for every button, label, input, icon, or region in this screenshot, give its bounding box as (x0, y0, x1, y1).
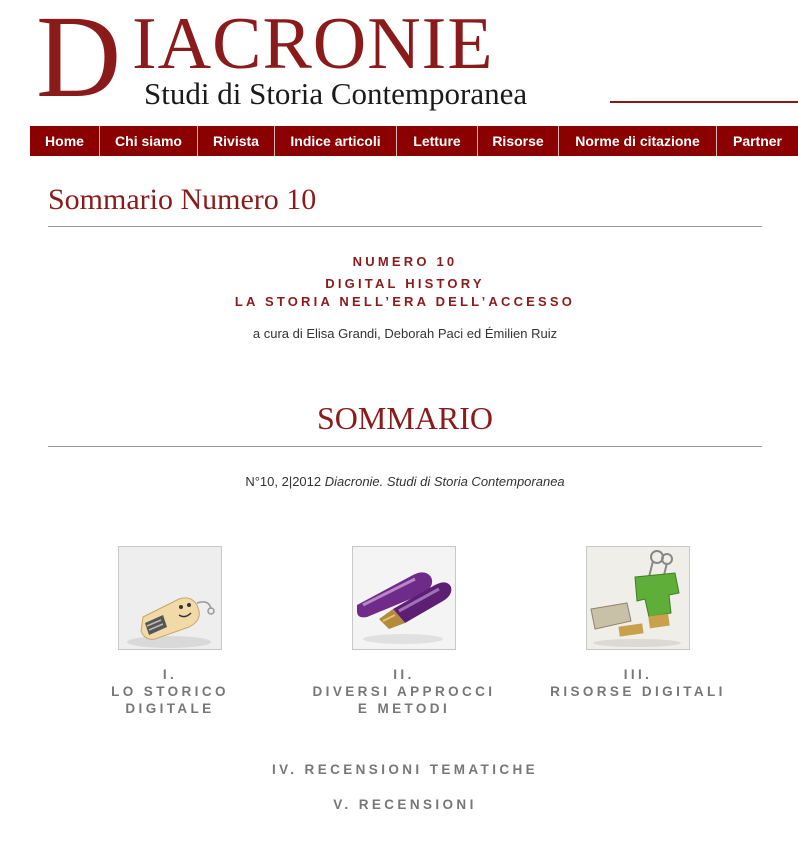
section-2-link[interactable] (296, 666, 512, 717)
section-2-title-line2: E METODI (357, 701, 451, 716)
issue-number: NUMERO 10 (352, 254, 458, 269)
nav-item-risorse[interactable]: Risorse (478, 126, 559, 156)
section-1-numeral: I. (162, 667, 178, 682)
issue-citation (0, 473, 798, 491)
title-divider (48, 226, 762, 227)
nav-item-indice-articoli[interactable]: Indice articoli (275, 126, 397, 156)
sommario-divider (48, 446, 762, 447)
nav-item-rivista[interactable]: Rivista (198, 126, 275, 156)
section-1-title-line1: LO STORICO (111, 684, 229, 699)
issue-editors: a cura di Elisa Grandi, Deborah Paci ed Émilien Ruiz (252, 326, 558, 341)
section-2-title-line1: DIVERSI APPROCCI (312, 684, 496, 699)
issue-theme-line2: LA STORIA NELL’ERA DELL’ACCESSO (234, 294, 576, 309)
nav-item-letture[interactable]: Letture (397, 126, 478, 156)
section-3-title-line1: RISORSE DIGITALI (550, 684, 726, 699)
section-2-thumbnail[interactable] (352, 546, 456, 650)
nav-item-home[interactable]: Home (30, 126, 100, 156)
section-1-link[interactable] (92, 666, 248, 717)
main-nav (30, 126, 798, 156)
section-4-link[interactable]: IV. RECENSIONI TEMATICHE (271, 762, 539, 777)
section-3-thumbnail[interactable] (586, 546, 690, 650)
logo-initial: D (36, 0, 122, 122)
usb-figure-icon (119, 547, 221, 649)
section-2-numeral: II. (393, 667, 415, 682)
logo-title: IACRONIE (132, 3, 494, 85)
section-1-title-line2: DIGITALE (125, 701, 215, 716)
section-3-numeral: III. (623, 667, 653, 682)
issue-theme-line1: DIGITAL HISTORY (325, 276, 485, 291)
page-title: Sommario Numero 10 (48, 183, 317, 216)
issue-citation-journal: Diacronie. Studi di Storia Contemporanea (324, 474, 565, 489)
section-5-link[interactable]: V. RECENSIONI (333, 797, 477, 812)
section-1-thumbnail[interactable] (118, 546, 222, 650)
pen-icon (353, 547, 455, 649)
nav-item-partner[interactable]: Partner (732, 133, 783, 149)
issue-citation-prefix: N°10, 2|2012 (245, 474, 325, 489)
logo-subtitle: Studi di Storia Contemporanea (144, 76, 528, 111)
section-3-link[interactable] (530, 666, 746, 700)
nav-item-norme-di-citazione[interactable]: Norme di citazione (559, 126, 717, 156)
site-logo[interactable] (36, 0, 798, 122)
sommario-heading: SOMMARIO (316, 400, 494, 436)
nav-item-chi-siamo[interactable]: Chi siamo (100, 126, 198, 156)
logo-rule (610, 101, 798, 103)
usb-keys-icon (587, 547, 689, 649)
